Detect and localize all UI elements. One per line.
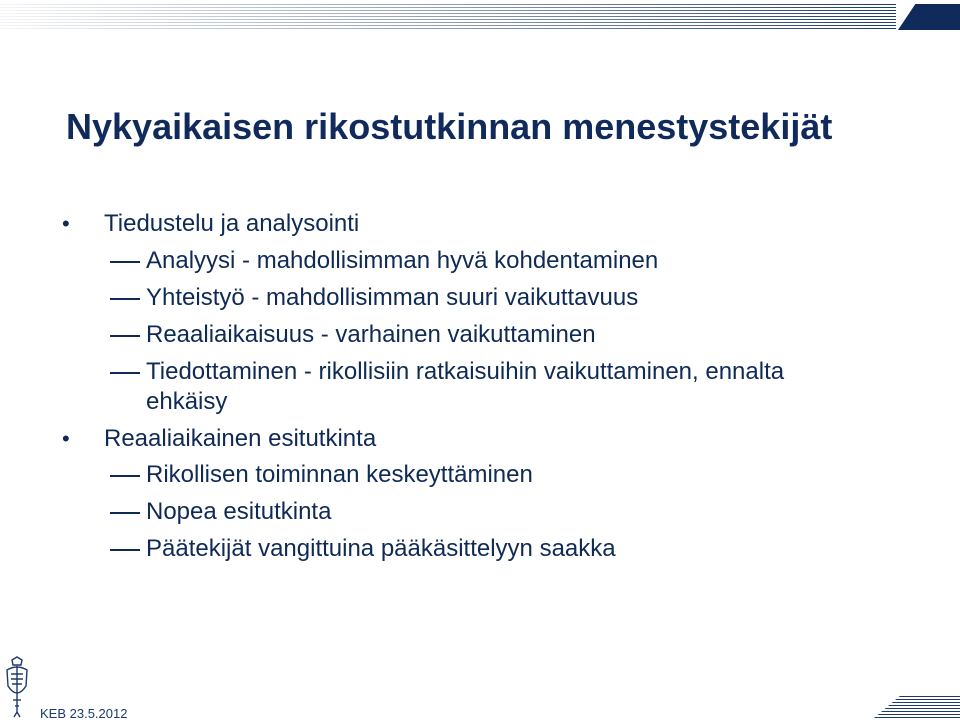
bullet-icon: • — [62, 211, 70, 236]
sub-item-text: Yhteistyö - mahdollisimman suuri vaikuttavuus — [146, 284, 639, 311]
bullet-item — [62, 424, 377, 454]
header-stripes — [0, 4, 896, 30]
sub-item-text: Tiedottaminen - rikollisiin ratkaisuihin vaikuttaminen, ennalta — [146, 358, 785, 385]
sub-item — [146, 460, 533, 490]
dash-icon — [110, 549, 140, 551]
dash-icon — [110, 261, 140, 263]
slide-title: Nykyaikaisen rikostutkinnan menestystekijät — [66, 106, 833, 147]
dash-icon — [110, 512, 140, 514]
sub-item — [146, 283, 638, 313]
header-corner-shape — [898, 4, 960, 30]
sub-item — [146, 497, 331, 527]
sub-item-text: Analyysi - mahdollisimman hyvä kohdentaminen — [146, 247, 659, 274]
sub-item-text: Nopea esitutkinta — [146, 498, 332, 525]
footer-stripes — [874, 696, 960, 718]
dash-icon — [110, 298, 140, 300]
sub-item — [146, 246, 658, 276]
sub-item-text: Rikollisen toiminnan keskeyttäminen — [146, 461, 533, 488]
bullet-item — [62, 209, 360, 239]
footer-date: KEB 23.5.2012 — [40, 706, 128, 721]
police-emblem-icon — [2, 656, 32, 718]
sub-item — [146, 534, 616, 564]
sub-item — [146, 357, 784, 387]
dash-icon — [110, 335, 140, 337]
bullet-text: Reaaliaikainen esitutkinta — [104, 425, 377, 452]
dash-icon — [110, 475, 140, 477]
sub-item — [146, 320, 596, 350]
bullet-icon: • — [62, 426, 70, 451]
sub-item-text: Päätekijät vangittuina pääkäsittelyyn saakka — [146, 535, 616, 562]
dash-icon — [110, 372, 140, 374]
sub-item-text: Reaaliaikaisuus - varhainen vaikuttaminen — [146, 321, 596, 348]
sub-item-text: ehkäisy — [146, 388, 228, 415]
bullet-text: Tiedustelu ja analysointi — [104, 210, 360, 237]
sub-item-continuation — [146, 387, 227, 417]
